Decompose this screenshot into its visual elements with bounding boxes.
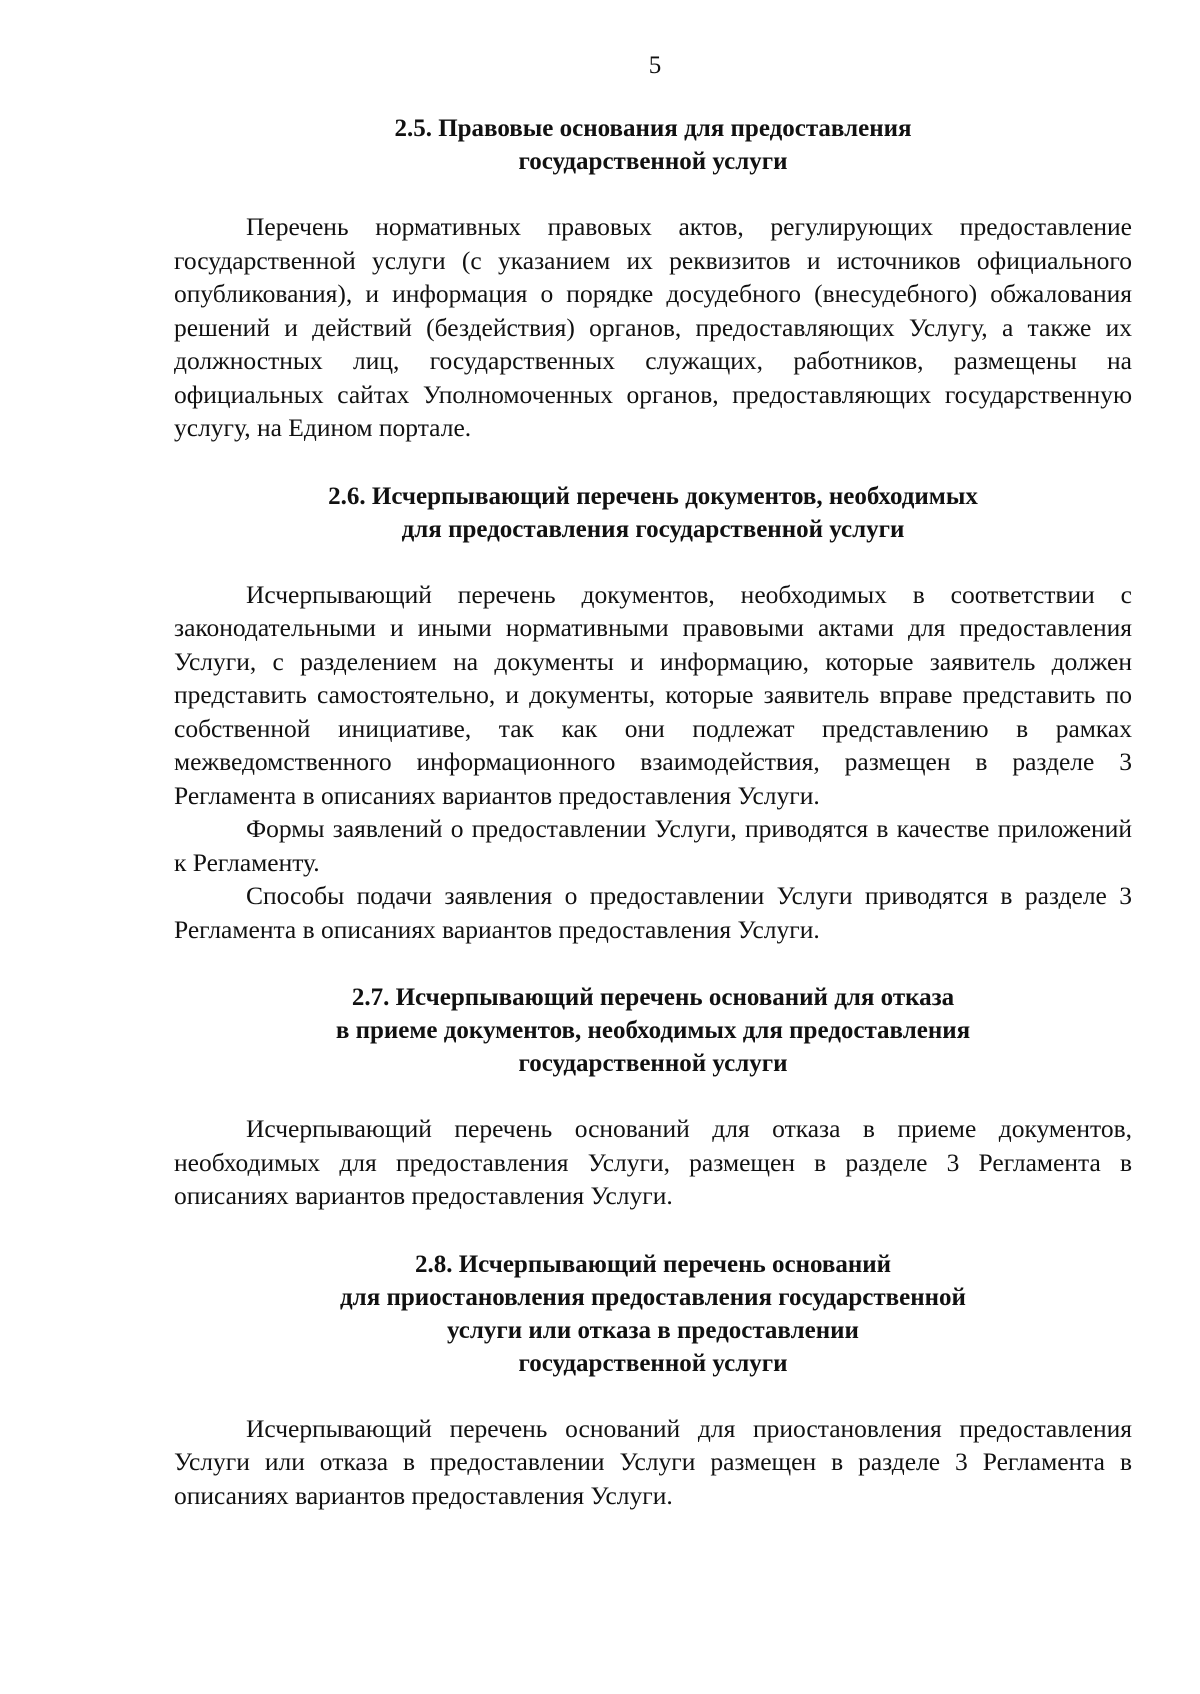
section-heading — [174, 480, 1132, 546]
paragraph: Способы подачи заявления о предоставлении Услуги приводятся в разделе 3 Регламента в описаниях вариантов предоставления Услуги. — [174, 881, 1132, 944]
paragraph: Исчерпывающий перечень документов, необходимых в соответствии с законодательными и иными нормативными правовыми актами для предоставления Услуги, с разделением на документы и информацию, которые заявитель должен представить самостоятельно, и документы, которые заявитель вправе представить по собственной инициативе, так как они подлежат представлению в рамках межведомственного информационного взаимодействия, размещен в разделе 3 Регламента в описаниях вариантов предоставления Услуги. — [174, 579, 1132, 810]
page-number: 5 — [648, 52, 662, 79]
section-2-7 — [174, 981, 1132, 1213]
section-heading — [174, 112, 1132, 178]
heading-line: 2.8. Исчерпывающий перечень оснований — [414, 1250, 892, 1278]
section-heading — [174, 981, 1132, 1080]
heading-line: 2.7. Исчерпывающий перечень оснований для отказа — [351, 984, 955, 1011]
heading-line: государственной услуги — [518, 1349, 788, 1377]
section-2-8 — [174, 1248, 1132, 1513]
heading-line: услуги или отказа в предоставлении — [447, 1316, 859, 1344]
paragraph: Перечень нормативных правовых актов, регулирующих предоставление государственной услуги (с указанием их реквизитов и источников официального опубликования), и информация о порядке досудебного (внесудебного) обжалования решений и действий (бездействия) органов, предоставляющих Услугу, а также их должностных лиц, государственных служащих, работников, размещены на официальных сайтах Уполномоченных органов, предоставляющих государственную услугу, на Едином портале. — [174, 212, 1132, 442]
section-heading — [174, 1248, 1132, 1380]
paragraph: Формы заявлений о предоставлении Услуги, приводятся в качестве приложений к Регламенту. — [174, 814, 1132, 877]
paragraph: Исчерпывающий перечень оснований для отказа в приеме документов, необходимых для предоставления Услуги, размещен в разделе 3 Регламента в описаниях вариантов предоставления Услуги. — [174, 1114, 1132, 1210]
document-body — [174, 112, 1132, 1512]
heading-line: в приеме документов, необходимых для предоставления — [335, 1017, 971, 1044]
section-2-5 — [174, 112, 1132, 445]
section-2-6 — [174, 480, 1132, 947]
heading-line: 2.5. Правовые основания для предоставления — [394, 115, 912, 142]
heading-line: 2.6. Исчерпывающий перечень документов, необходимых — [328, 482, 978, 510]
heading-line: для предоставления государственной услуги — [401, 515, 905, 543]
heading-line: для приостановления предоставления государственной — [340, 1283, 966, 1311]
heading-line: государственной услуги — [518, 1050, 788, 1077]
paragraph: Исчерпывающий перечень оснований для приостановления предоставления Услуги или отказа в предоставлении Услуги размещен в разделе 3 Регламента в описаниях вариантов предоставления Услуги. — [174, 1413, 1132, 1510]
heading-line: государственной услуги — [518, 148, 788, 175]
